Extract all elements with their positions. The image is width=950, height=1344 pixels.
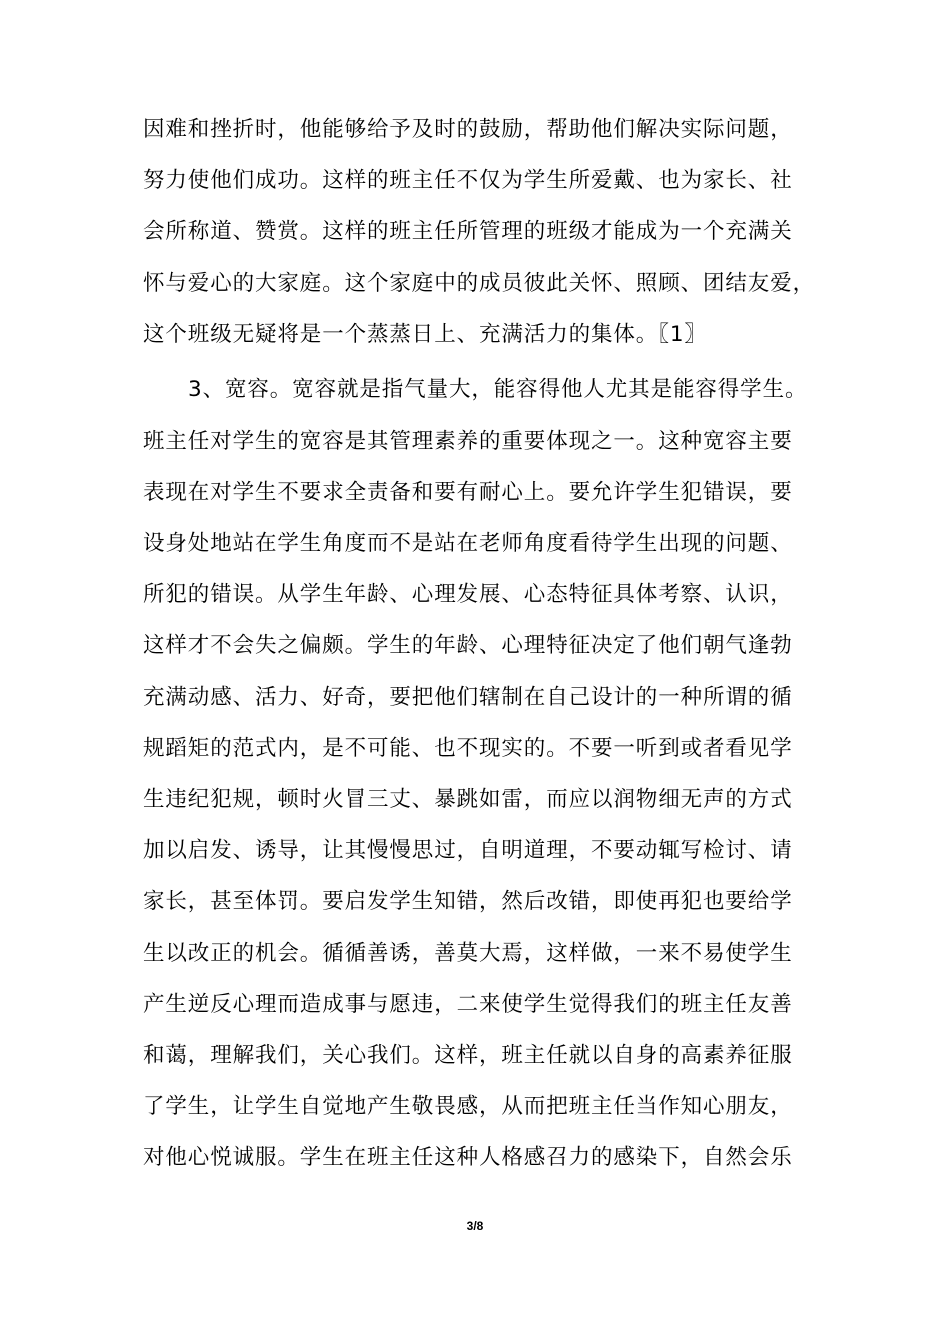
text-line: 了学生，让学生自觉地产生敬畏感，从而把班主任当作知心朋友，	[143, 1094, 793, 1119]
text-line: 这个班级无疑将是一个蒸蒸日上、充满活力的集体。〖1〗	[143, 322, 707, 347]
page-number: 3/8	[466, 1219, 484, 1233]
text-line: 设身处地站在学生角度而不是站在老师角度看待学生出现的问题、	[143, 531, 793, 556]
text-line: 怀与爱心的大家庭。这个家庭中的成员彼此关怀、照顾、团结友爱，	[143, 271, 816, 296]
text-line: 会所称道、赞赏。这样的班主任所管理的班级才能成为一个充满关	[143, 219, 793, 244]
text-line: 加以启发、诱导，让其慢慢思过，自明道理，不要动辄写检讨、请	[143, 838, 793, 863]
text-line: 班主任对学生的宽容是其管理素养的重要体现之一。这种宽容主要	[143, 429, 793, 454]
text-line: 3、宽容。宽容就是指气量大，能容得他人尤其是能容得学生。	[188, 377, 808, 402]
text-line: 努力使他们成功。这样的班主任不仅为学生所爱戴、也为家长、社	[143, 168, 793, 193]
text-line: 所犯的错误。从学生年龄、心理发展、心态特征具体考察、认识，	[143, 582, 793, 607]
text-line: 表现在对学生不要求全责备和要有耐心上。要允许学生犯错误，要	[143, 480, 793, 505]
text-line: 和蔼，理解我们，关心我们。这样，班主任就以自身的高素养征服	[143, 1043, 793, 1068]
text-line: 规蹈矩的范式内，是不可能、也不现实的。不要一听到或者看见学	[143, 736, 793, 761]
text-line: 产生逆反心理而造成事与愿违，二来使学生觉得我们的班主任友善	[143, 992, 793, 1017]
text-line: 对他心悦诚服。学生在班主任这种人格感召力的感染下，自然会乐	[143, 1145, 793, 1170]
text-line: 生以改正的机会。循循善诱，善莫大焉，这样做，一来不易使学生	[143, 941, 793, 966]
text-line: 生违纪犯规，顿时火冒三丈、暴跳如雷，而应以润物细无声的方式	[143, 787, 793, 812]
text-line: 这样才不会失之偏颇。学生的年龄、心理特征决定了他们朝气逢勃	[143, 633, 793, 658]
text-line: 充满动感、活力、好奇，要把他们辖制在自己设计的一种所谓的循	[143, 685, 793, 710]
text-line: 因难和挫折时，他能够给予及时的鼓励，帮助他们解决实际问题，	[143, 117, 793, 142]
text-line: 家长，甚至体罚。要启发学生知错，然后改错，即使再犯也要给学	[143, 889, 793, 914]
